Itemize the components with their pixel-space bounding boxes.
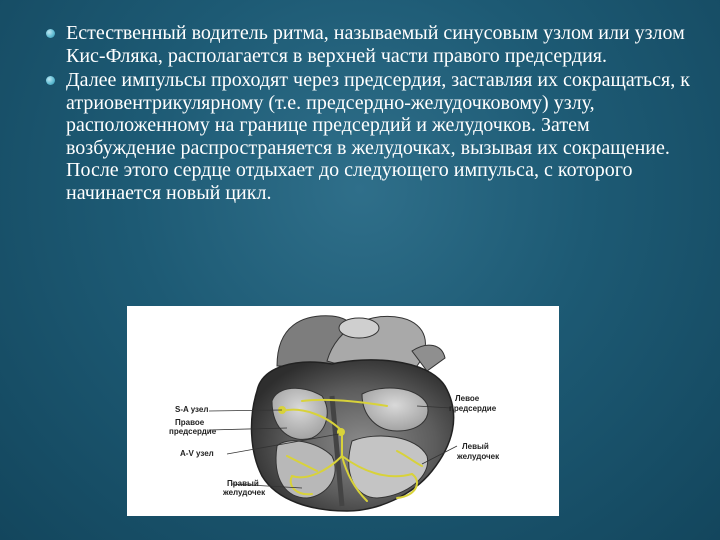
av-node-marker	[337, 428, 345, 436]
label-left-atrium: предсердие	[449, 404, 497, 413]
label-left-ventricle: желудочек	[457, 452, 500, 461]
bullet-text: Естественный водитель ритма, называемый синусовым узлом или узлом Кис-Фляка, располагается в верхней части правого предсердия.	[66, 22, 685, 67]
heart-conduction-figure	[127, 306, 559, 516]
bullet-icon	[46, 29, 55, 38]
text-content	[44, 22, 694, 206]
label-left-atrium: Левое	[455, 394, 480, 403]
heart-body	[252, 360, 454, 511]
label-right-ventricle: желудочек	[223, 488, 266, 497]
bullet-text: Далее импульсы проходят через предсердия, заставляя их сокращаться, к атриовентрикулярному (т.е. предсердно-желудочковому) узлу, расположенному на границе предсердий и желудочков. Затем возбуждение распространяется в желудочках, вызывая их сокращение. После этого сердце отдыхает до следующего импульса, с которого начинается новый цикл.	[66, 69, 690, 204]
bullet-item	[44, 22, 694, 67]
label-right-atrium: Правое	[175, 418, 205, 427]
bullet-icon	[46, 76, 55, 85]
label-right-atrium: предсердие	[169, 427, 217, 436]
label-left-ventricle: Левый	[462, 442, 489, 451]
label-right-ventricle: Правый	[227, 479, 259, 488]
label-av-node: A-V узел	[180, 449, 214, 458]
label-sa-node: S-A узел	[175, 405, 209, 414]
bullet-item	[44, 69, 694, 204]
